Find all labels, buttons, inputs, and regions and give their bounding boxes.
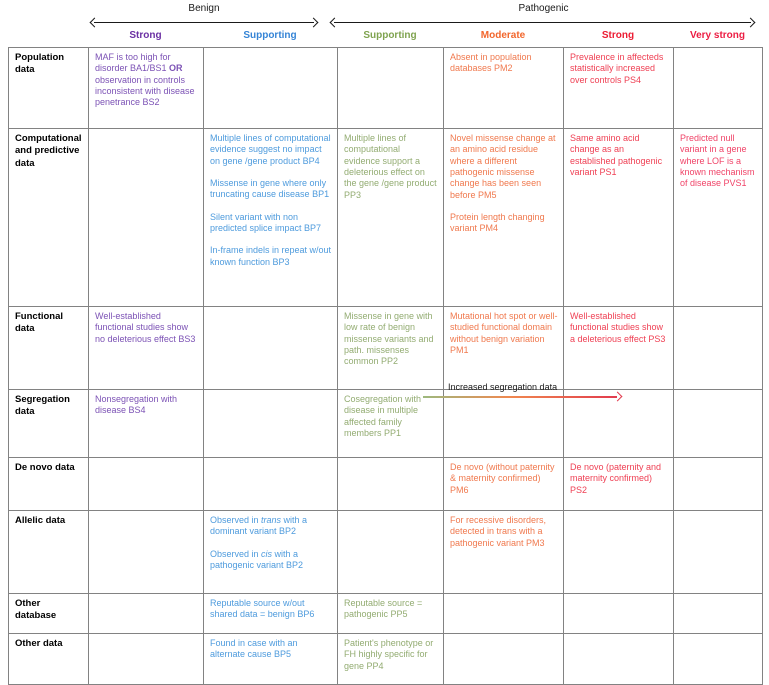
arrowhead-right-icon xyxy=(746,18,756,28)
criterion-ps4: Prevalence in affecteds statistically increased over controls PS4 xyxy=(570,52,664,85)
cell-other-data-benign-supporting xyxy=(204,634,338,685)
pathogenic-scale-label: Pathogenic xyxy=(518,3,569,14)
cell-other-database-path-strong xyxy=(564,594,674,634)
cell-other-database-benign-strong xyxy=(89,594,204,634)
cell-functional-path-very-strong xyxy=(674,307,763,390)
criterion-bp1: Missense in gene where only truncating cause disease BP1 xyxy=(210,177,330,200)
column-header-benign-strong: Strong xyxy=(129,30,162,41)
cell-segregation-path-supporting xyxy=(338,390,444,458)
benign-double-arrow-icon xyxy=(90,18,318,27)
cell-segregation-benign-strong xyxy=(89,390,204,458)
cell-functional-path-strong xyxy=(564,307,674,390)
criterion-bp2-cis: Observed in cis with a pathogenic variant BP2 xyxy=(210,548,304,570)
cell-segregation-path-very-strong xyxy=(674,390,763,458)
cell-functional-path-moderate xyxy=(444,307,564,390)
arrowhead-right-icon xyxy=(309,18,319,28)
increased-segregation-label: Increased segregation data xyxy=(448,382,558,392)
pathogenic-double-arrow-icon xyxy=(330,18,755,27)
criterion-pp5: Reputable source = pathogenic PP5 xyxy=(344,598,423,620)
table-row-denovo xyxy=(9,458,763,511)
table-row-other-database xyxy=(9,594,763,634)
criterion-bp6: Reputable source w/out shared data = benign BP6 xyxy=(210,598,315,620)
criterion-pp2: Missense in gene with low rate of benign missense variants and path. missenses common PP2 xyxy=(344,311,434,367)
cell-population-path-supporting xyxy=(338,48,444,129)
table-row-segregation xyxy=(9,390,763,458)
criterion-bs3: Well-established functional studies show no deleterious effect BS3 xyxy=(95,311,196,344)
table-row-other-data xyxy=(9,634,763,685)
criterion-pm4: Protein length changing variant PM4 xyxy=(450,211,545,234)
cell-population-path-strong xyxy=(564,48,674,129)
criterion-bp4: Multiple lines of computational evidence suggest no impact on gene /gene product BP4 xyxy=(210,133,331,166)
cell-segregation-benign-supporting xyxy=(204,390,338,458)
row-label-other-database: Other database xyxy=(9,594,89,634)
criterion-pm2: Absent in population databases PM2 xyxy=(450,52,532,74)
criterion-pm3: For recessive disorders, detected in trans with a pathogenic variant PM3 xyxy=(450,515,547,548)
cell-other-database-path-very-strong xyxy=(674,594,763,634)
cell-population-benign-supporting xyxy=(204,48,338,129)
criterion-pp1: Cosegregation with disease in multiple affected family members PP1 xyxy=(344,394,422,438)
criterion-ps2: De novo (paternity and maternity confirmed) PS2 xyxy=(570,462,662,495)
column-header-path-strong: Strong xyxy=(601,30,635,41)
column-header-path-supporting: Supporting xyxy=(363,30,417,41)
column-headers xyxy=(8,30,762,41)
criterion-bs2: MAF is too high for disorder BA1/BS1 OR observation in controls inconsistent with disease penetrance BS2 xyxy=(95,52,195,108)
cell-population-path-very-strong xyxy=(674,48,763,129)
criterion-pvs1: Predicted null variant in a gene where LOF is a known mechanism of disease PVS1 xyxy=(680,133,755,189)
criterion-pm6: De novo (without paternity & maternity confirmed) PM6 xyxy=(450,462,555,495)
row-label-computational: Computational and predictive data xyxy=(9,129,89,307)
cell-computational-path-very-strong xyxy=(674,129,763,307)
cell-allelic-benign-strong xyxy=(89,511,204,594)
cell-denovo-path-moderate xyxy=(444,458,564,511)
evidence-matrix xyxy=(8,47,763,685)
cell-other-data-path-supporting xyxy=(338,634,444,685)
column-header-path-very-strong: Very strong xyxy=(689,30,746,41)
cell-population-benign-strong xyxy=(89,48,204,129)
cell-denovo-path-very-strong xyxy=(674,458,763,511)
table-row-allelic xyxy=(9,511,763,594)
criterion-bp5: Found in case with an alternate cause BP5 xyxy=(210,638,298,660)
criterion-bs4: Nonsegregation with disease BS4 xyxy=(95,394,178,416)
criterion-ps3: Well-established functional studies show a deleterious effect PS3 xyxy=(570,311,666,344)
benign-scale-label: Benign xyxy=(188,3,220,14)
evidence-table xyxy=(8,47,764,685)
row-label-denovo: De novo data xyxy=(9,458,89,511)
cell-denovo-path-strong xyxy=(564,458,674,511)
row-label-allelic: Allelic data xyxy=(9,511,89,594)
cell-other-data-path-moderate xyxy=(444,634,564,685)
cell-functional-benign-supporting xyxy=(204,307,338,390)
row-label-population: Population data xyxy=(9,48,89,129)
table-row-functional xyxy=(9,307,763,390)
row-label-other-data: Other data xyxy=(9,634,89,685)
cell-allelic-path-very-strong xyxy=(674,511,763,594)
table-row-population xyxy=(9,48,763,129)
cell-population-path-moderate xyxy=(444,48,564,129)
criterion-bp7: Silent variant with non predicted splice impact BP7 xyxy=(210,211,322,233)
increased-segregation-arrow-icon xyxy=(423,396,617,398)
criterion-pm1: Mutational hot spot or well-studied functional domain without benign variation PM1 xyxy=(450,311,558,355)
cell-other-database-path-supporting xyxy=(338,594,444,634)
criterion-pp4: Patient's phenotype or FH highly specific for gene PP4 xyxy=(344,638,434,671)
table-row-computational xyxy=(9,129,763,307)
arrow-shaft xyxy=(334,22,751,23)
column-header-benign-supporting: Supporting xyxy=(243,30,297,41)
cell-other-data-path-very-strong xyxy=(674,634,763,685)
criterion-pp3: Multiple lines of computational evidence support a deleterious effect on the gene /gene product PP3 xyxy=(344,133,437,200)
cell-segregation-path-moderate xyxy=(444,390,564,458)
row-label-functional: Functional data xyxy=(9,307,89,390)
arrow-shaft xyxy=(94,22,314,23)
cell-computational-path-moderate xyxy=(444,129,564,307)
cell-other-data-path-strong xyxy=(564,634,674,685)
criterion-pm5: Novel missense change at an amino acid residue where a different pathogenic missense change has been seen before PM5 xyxy=(450,133,556,200)
row-label-column-spacer xyxy=(8,30,88,41)
cell-computational-benign-supporting xyxy=(204,129,338,307)
criterion-bp2-trans: Observed in trans with a dominant variant BP2 xyxy=(210,515,308,537)
cell-denovo-benign-strong xyxy=(89,458,204,511)
cell-functional-path-supporting xyxy=(338,307,444,390)
cell-allelic-path-strong xyxy=(564,511,674,594)
cell-other-database-path-moderate xyxy=(444,594,564,634)
cell-allelic-benign-supporting xyxy=(204,511,338,594)
scale-header xyxy=(0,0,769,47)
cell-computational-benign-strong xyxy=(89,129,204,307)
cell-functional-benign-strong xyxy=(89,307,204,390)
cell-computational-path-strong xyxy=(564,129,674,307)
row-label-segregation: Segregation data xyxy=(9,390,89,458)
criterion-ps1: Same amino acid change as an established pathogenic variant PS1 xyxy=(570,133,663,177)
cell-other-database-benign-supporting xyxy=(204,594,338,634)
cell-other-data-benign-strong xyxy=(89,634,204,685)
column-header-path-moderate: Moderate xyxy=(480,30,526,41)
cell-denovo-path-supporting xyxy=(338,458,444,511)
cell-denovo-benign-supporting xyxy=(204,458,338,511)
cell-computational-path-supporting xyxy=(338,129,444,307)
cell-allelic-path-supporting xyxy=(338,511,444,594)
criterion-bp3: In-frame indels in repeat w/out known function BP3 xyxy=(210,245,332,267)
cell-allelic-path-moderate xyxy=(444,511,564,594)
